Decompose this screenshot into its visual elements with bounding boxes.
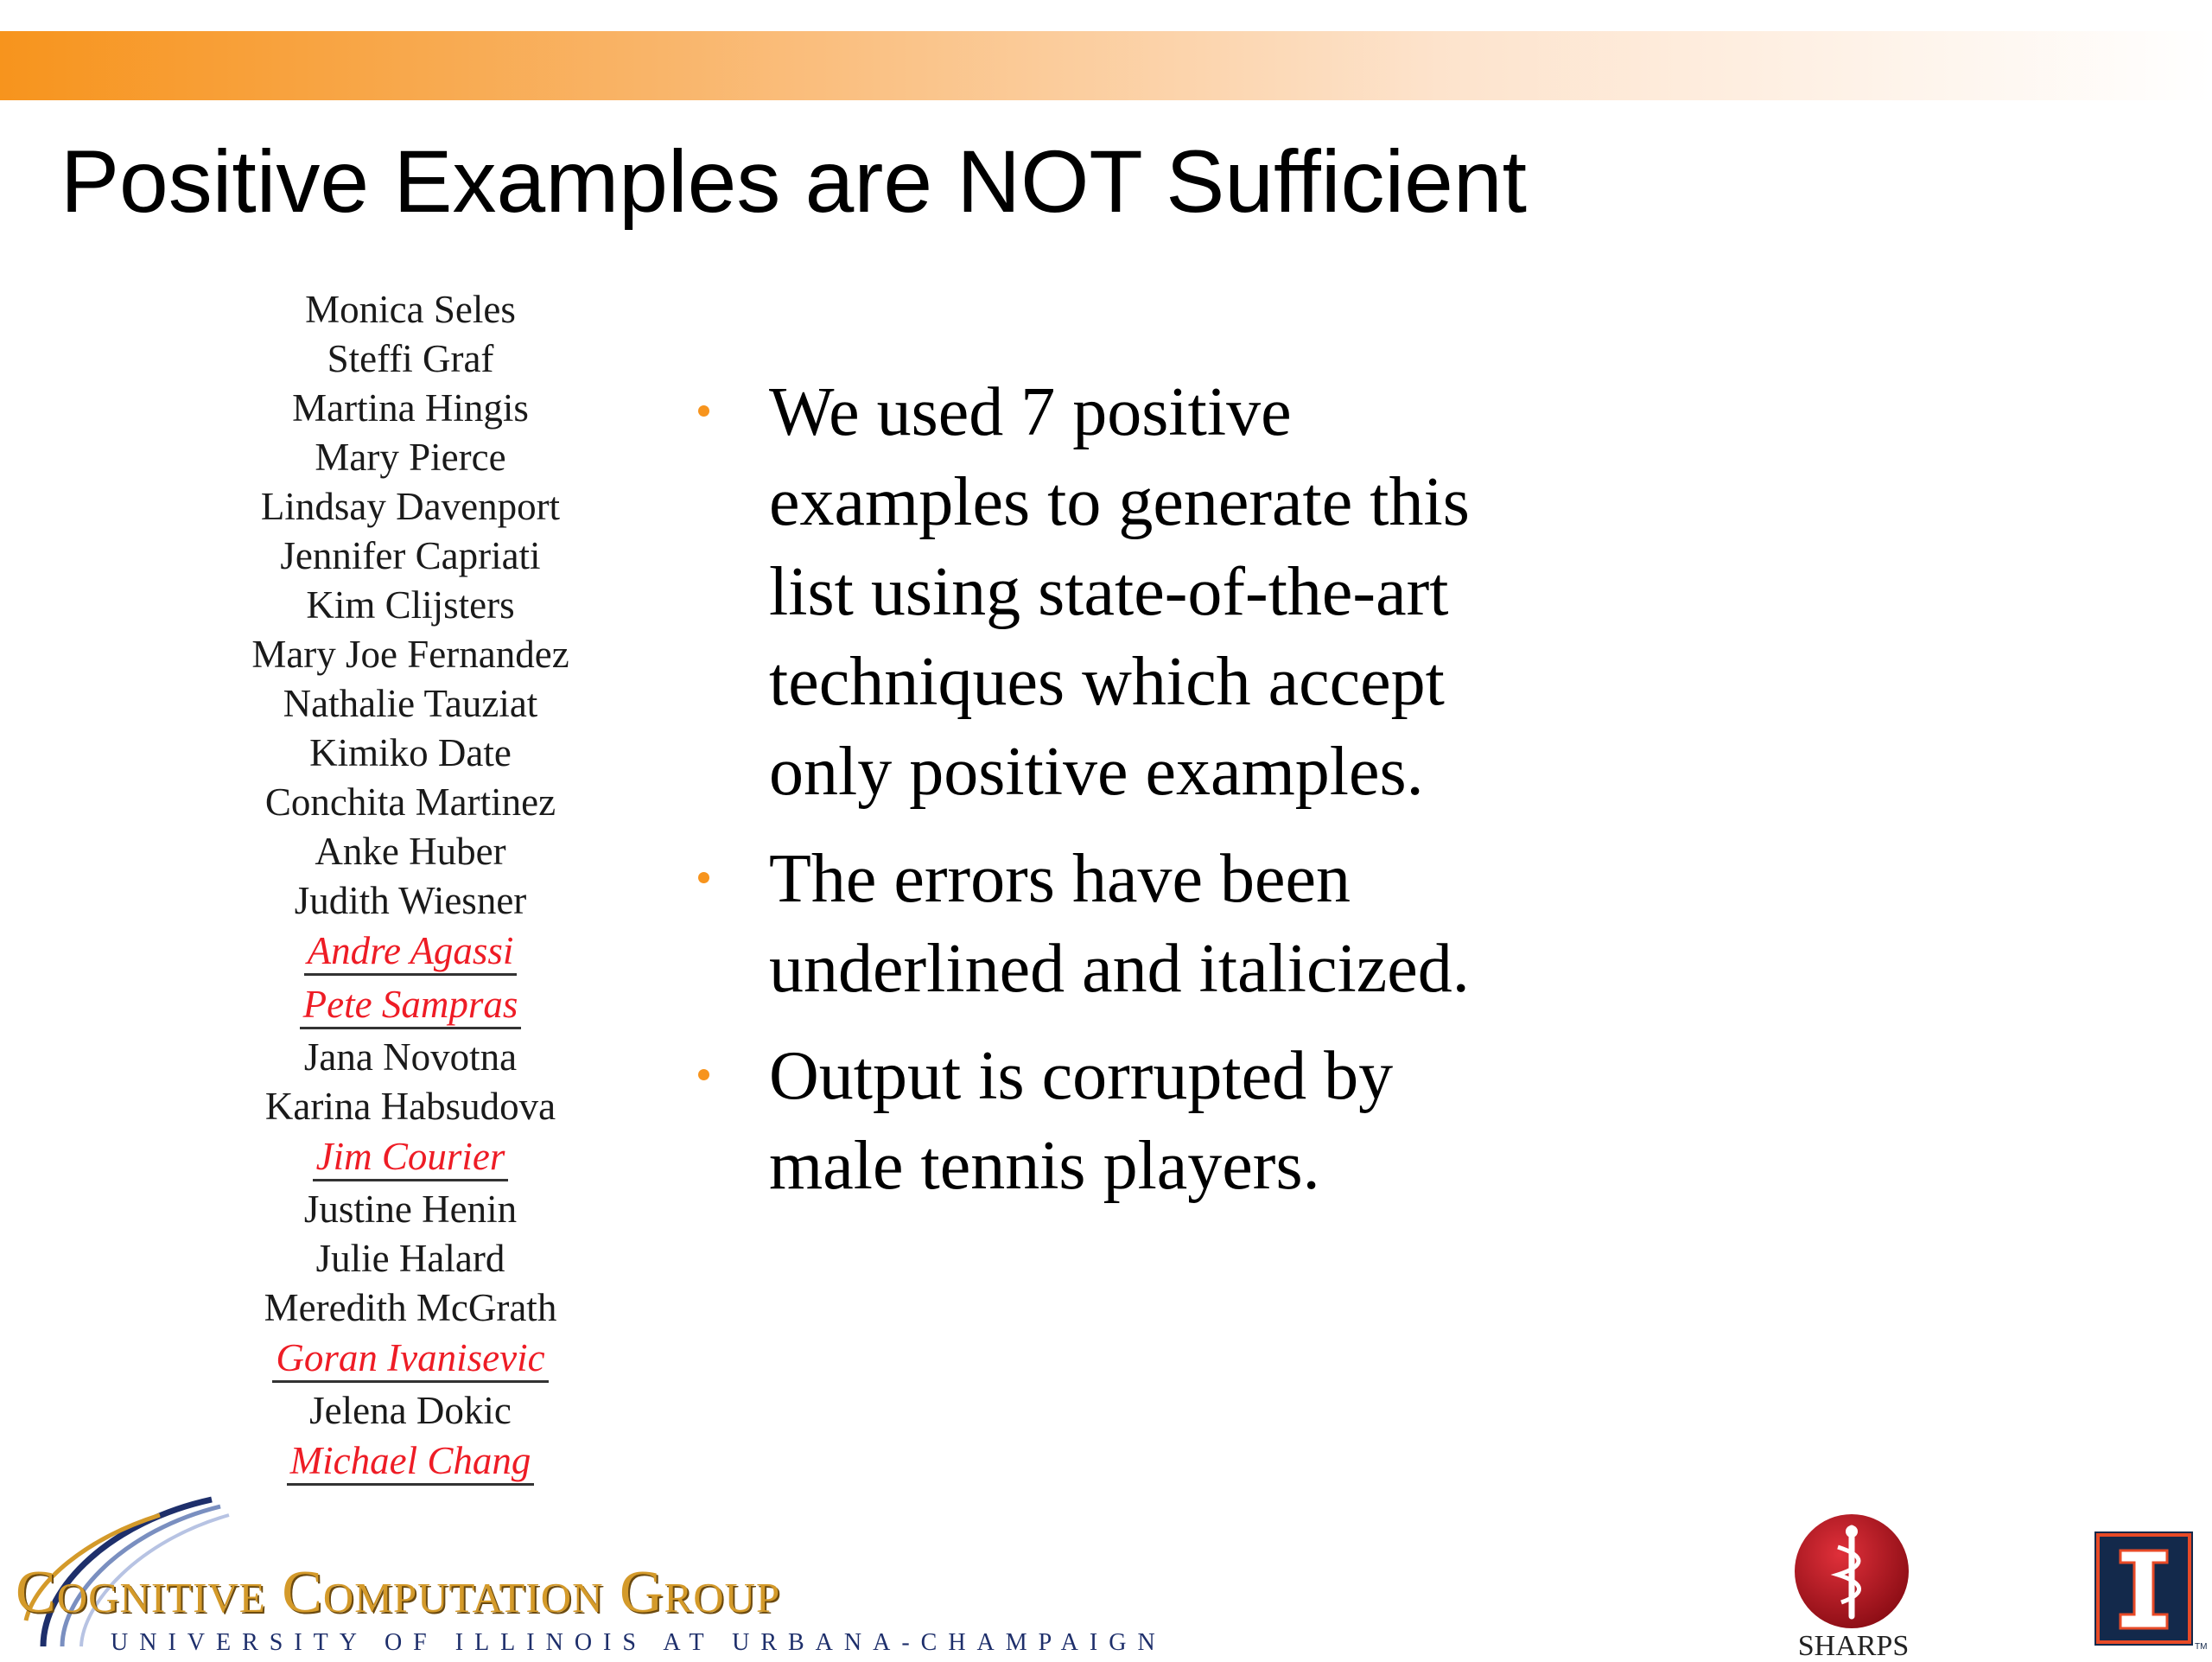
caduceus-icon: [1793, 1512, 1910, 1630]
slide-title: Positive Examples are NOT Sufficient: [60, 132, 1527, 231]
player-name: Justine Henin: [303, 1188, 518, 1231]
list-item: [207, 581, 613, 630]
player-name: Meredith McGrath: [264, 1286, 557, 1329]
bullet-dot-icon: [698, 405, 709, 417]
bullet-list: [691, 367, 1538, 1228]
bullet-text: We used 7 positive examples to generate this list using state-of-the-art techniques which accept only positive examples.: [769, 374, 1470, 810]
player-name: Jana Novotna: [303, 1035, 518, 1079]
list-item: [207, 285, 613, 334]
list-item: [207, 1234, 613, 1283]
bullet-text: Output is corrupted by male tennis players.: [769, 1038, 1394, 1204]
player-name: Martina Hingis: [292, 386, 529, 430]
list-item: [207, 532, 613, 581]
player-name: Steffi Graf: [327, 337, 494, 380]
list-item: [207, 1185, 613, 1234]
svg-text:TM: TM: [2195, 1642, 2208, 1652]
player-name: Monica Seles: [305, 288, 516, 331]
list-item: [207, 482, 613, 532]
list-item: [207, 827, 613, 876]
list-item: [207, 1033, 613, 1082]
list-item: [207, 876, 613, 926]
bullet-dot-icon: [698, 872, 709, 883]
bullet-item: [691, 367, 1538, 817]
bullet-item: [691, 1031, 1538, 1211]
list-item: [207, 778, 613, 827]
error-player-name: Goran Ivanisevic: [272, 1335, 548, 1383]
tennis-player-list: [207, 285, 613, 1489]
list-item: [207, 729, 613, 778]
list-item-error: [207, 979, 613, 1033]
list-item: [207, 384, 613, 433]
list-item-error: [207, 926, 613, 979]
list-item: [207, 1082, 613, 1131]
player-name: Kim Clijsters: [306, 583, 515, 627]
error-player-name: Jim Courier: [313, 1134, 509, 1181]
cognitive-computation-group-logo: [9, 1491, 1166, 1656]
bullet-text: The errors have been underlined and italicized.: [769, 841, 1470, 1007]
bullet-item: [691, 834, 1538, 1014]
player-name: Anke Huber: [315, 830, 506, 873]
player-name: Lindsay Davenport: [260, 485, 561, 528]
sharps-logo: [1784, 1512, 1923, 1662]
group-name: Cognitive Computation Group: [16, 1559, 781, 1626]
player-name: Mary Pierce: [315, 436, 506, 479]
bullet-dot-icon: [698, 1069, 709, 1080]
player-name: Conchita Martinez: [264, 780, 556, 824]
university-name: UNIVERSITY OF ILLINOIS AT URBANA-CHAMPAIGN: [111, 1629, 1166, 1656]
header-gradient-bar: [0, 31, 2212, 100]
error-player-name: Andre Agassi: [304, 928, 518, 976]
player-name: Jelena Dokic: [309, 1389, 512, 1432]
list-item: [207, 433, 613, 482]
list-item-error: [207, 1333, 613, 1386]
player-name: Nathalie Tauziat: [283, 682, 538, 725]
sharps-label: SHARPS: [1797, 1630, 1910, 1662]
list-item: [207, 1386, 613, 1436]
error-player-name: Michael Chang: [287, 1438, 535, 1486]
player-name: Karina Habsudova: [264, 1085, 556, 1128]
player-name: Jennifer Capriati: [280, 534, 541, 577]
player-name: Mary Joe Fernandez: [251, 633, 569, 676]
illinois-block-i-icon: [2091, 1528, 2208, 1652]
error-player-name: Pete Sampras: [300, 982, 522, 1029]
list-item: [207, 1283, 613, 1333]
player-name: Julie Halard: [315, 1237, 505, 1280]
list-item: [207, 630, 613, 679]
player-name: Judith Wiesner: [294, 879, 527, 922]
player-name: Kimiko Date: [309, 731, 512, 774]
list-item: [207, 334, 613, 384]
list-item: [207, 679, 613, 729]
list-item-error: [207, 1436, 613, 1489]
list-item-error: [207, 1131, 613, 1185]
